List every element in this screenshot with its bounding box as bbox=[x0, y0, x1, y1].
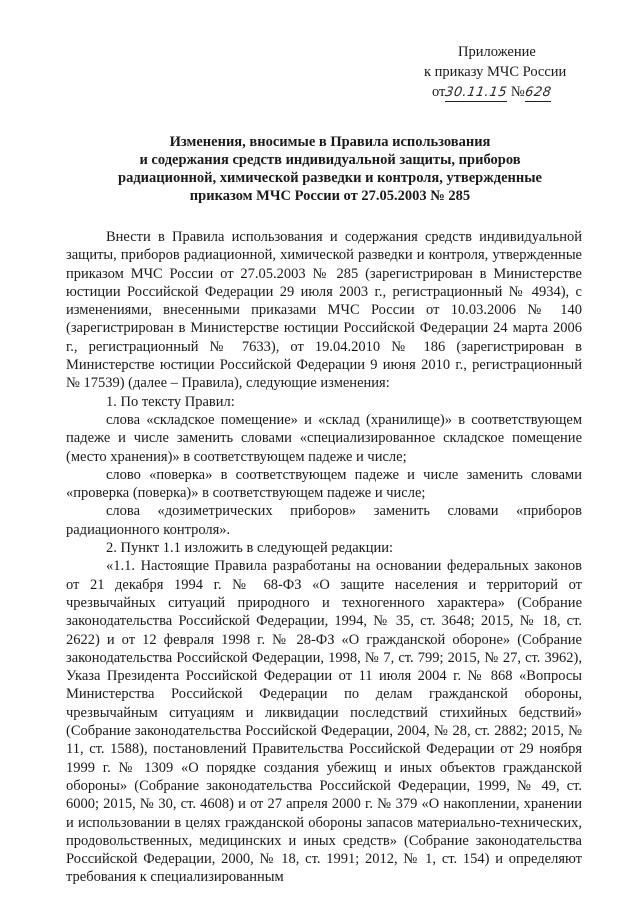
paragraph-dosimetric-words: слова «дозиметрических приборов» заменить словами «приборов радиационного контроля». bbox=[66, 503, 582, 538]
from-label: от bbox=[432, 84, 446, 100]
paragraph-storage-words: слова «складское помещение» и «склад (хранилище)» в соответствующем падеже и числе заменить словами «специализированное складское помещение (место хранения)» в соответствующем падеже и числе; bbox=[66, 411, 582, 465]
paragraph-clause-1-1: «1.1. Настоящие Правила разработаны на основании федеральных законов от 21 декабря 1994 г. № 68-ФЗ «О защите населения и территорий от чрезвычайных ситуаций природного и техногенного характера» (Собрание законодательства Российской Федерации, 1994, № 35, ст. 3648; 2015, № 18, ст. 2622) и от 12 февраля 1998 г. № 28-ФЗ «О гражданской обороне» (Собрание законодательства Российской Федерации, 1998, № 7, ст. 799; 2015, № 27, ст. 3962), Указа Президента Российской Федерации от 11 июля 2004 г. № 868 «Вопросы Министерства Российской Федерации по делам гражданской обороны, чрезвычайным ситуациям и ликвидации последствий стихийных бедствий» (Собрание законодательства Российской Федерации, 2004, № 28, ст. 2882; 2015, № 11, ст. 1588), постановлений Правительства Российской Федерации от 29 ноября 1999 г. № 1309 «О порядке создания убежищ и иных объектов гражданской обороны» (Собрание законодательства Российской Федерации, 1999, № 49, ст. 6000; 2015, № 30, ст. 4608) и от 27 апреля 2000 г. № 379 «О накоплении, хранении и использовании в целях гражданской обороны запасов материально-технических, продовольственных, медицинских и иных средств» (Собрание законодательства Российской Федерации, 2000, № 18, ст. 1991; 2012, № 1, ст. 154) и определяют требования к специализированным bbox=[66, 558, 582, 886]
number-label: № bbox=[510, 84, 525, 100]
title-line-2: и содержания средств индивидуальной защиты, приборов bbox=[139, 152, 521, 168]
handwritten-date: 30.11.15 bbox=[444, 85, 509, 100]
handwritten-number-field bbox=[525, 84, 551, 102]
appendix-date-number bbox=[400, 82, 600, 102]
appendix-order-ref: к приказу МЧС России bbox=[424, 64, 567, 80]
paragraph-item-2: 2. Пункт 1.1 изложить в следующей редакции: bbox=[106, 540, 394, 557]
title-line-4: приказом МЧС России от 27.05.2003 № 285 bbox=[189, 188, 471, 204]
document-body bbox=[66, 228, 582, 887]
document-title bbox=[80, 133, 580, 205]
paragraph-verification-word: слово «поверка» в соответствующем падеже и числе заменить словами «проверка (поверка)» в соответствующем падеже и числе; bbox=[66, 466, 582, 502]
title-line-3: радиационной, химической разведки и контроля, утвержденные bbox=[118, 170, 542, 186]
appendix-header bbox=[400, 42, 600, 102]
title-line-1: Изменения, вносимые в Правила использования bbox=[169, 134, 491, 150]
paragraph-intro: Внести в Правила использования и содержания средств индивидуальной защиты, приборов радиационной, химической разведки и контроля, утвержденные приказом МЧС России от 27.05.2003 № 285 (зарегистрирован в Министерстве юстиции Российской Федерации 29 июля 2003 г., регистрационный № 4934), с изменениями, внесенными приказами МЧС России от 10.03.2006 № 140 (зарегистрирован в Министерстве юстиции Российской Федерации 24 марта 2006 г., регистрационный № 7633), от 19.04.2010 № 186 (зарегистрирован в Министерстве юстиции Российской Федерации 9 июня 2010 г., регистрационный № 17539) (далее – Правила), следующие изменения: bbox=[66, 229, 582, 392]
handwritten-number: 628 bbox=[523, 85, 553, 100]
paragraph-item-1: 1. По тексту Правил: bbox=[106, 393, 235, 410]
handwritten-date-field bbox=[445, 84, 507, 102]
appendix-label: Приложение bbox=[458, 44, 536, 60]
